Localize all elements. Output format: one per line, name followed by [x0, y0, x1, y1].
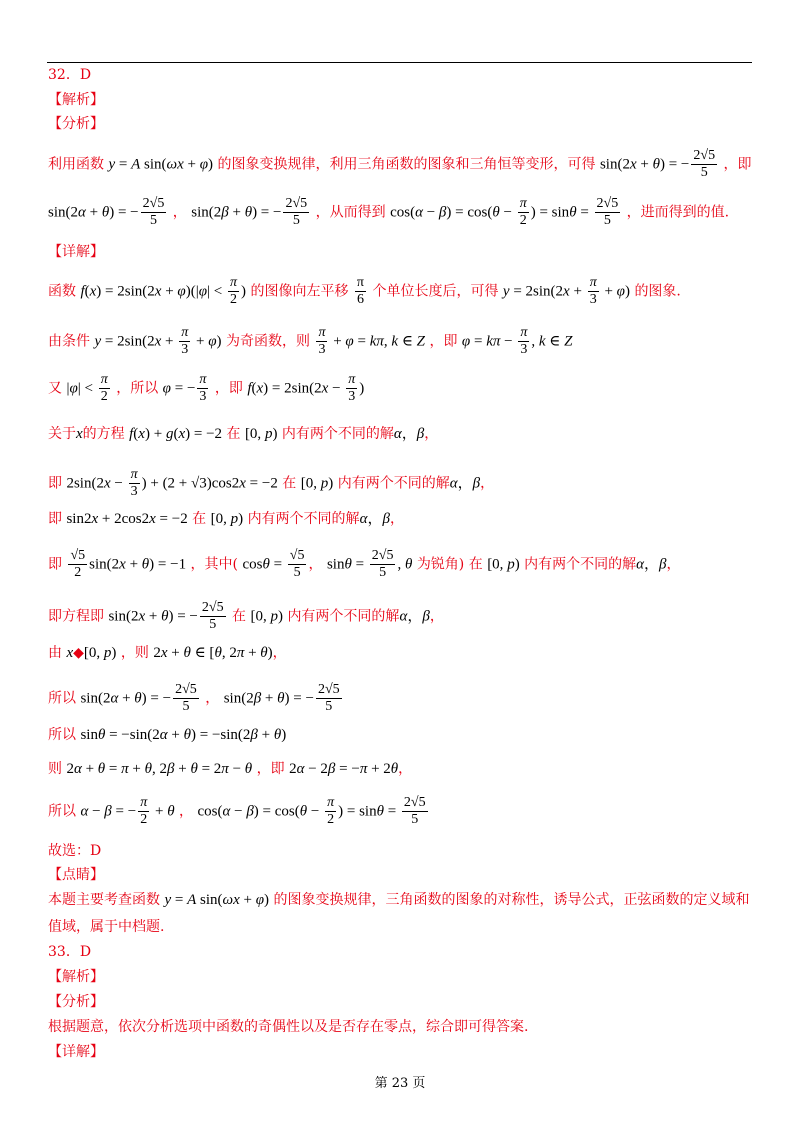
q33-label-jiexi: 【解析】 — [48, 969, 104, 985]
detail-line-4: 关于x的方程 f(x) + g(x) = −2 在 [0, p) 内有两个不同的解α，β， — [48, 426, 439, 442]
analysis-line-2: sin(2α + θ) = − $\frac{2√5}{5}$ ， sin(2β + θ) = − $\frac{2√5}{5}$ ，从而得到 cos(α − β) = cos(θ − $\frac{\pi}{2}$ ) = sinθ = $\frac{2√5}{5}$ ，进而得到的值. — [48, 196, 730, 228]
question-32-number: 32．D — [48, 67, 92, 83]
analysis-line-1: 利用函数 y = A sin(ωx + φ) 的图象变换规律，利用三角函数的图象和三角恒等变形，可得 sin(2x + θ) = − $\frac{2√5}{5}$ ，即 — [48, 148, 752, 180]
detail-line-1: 函数 f(x) = 2sin(2x + φ)(|φ| < $\frac{\pi}{2}$ ) 的图像向左平移 $\frac{\pi}{6}$ 个单位长度后，可得 y = 2sin(2x + $\frac{\pi}{3}$ + φ) 的图象. — [48, 275, 681, 307]
detail-line-13: 所以 α − β = − $\frac{\pi}{2}$ + θ ， cos(α − β) = cos(θ − $\frac{\pi}{2}$ ) = sinθ = $\frac{2√5}{5}$ — [48, 795, 426, 827]
detail-line-5: 即 2sin(2x − $\frac{\pi}{3}$ ) + (2 + √3)cos2x = −2 在 [0, p) 内有两个不同的解α，β， — [48, 467, 495, 499]
comment-line-2: 值域，属于中档题. — [48, 919, 165, 935]
detail-line-12: 则 2α + θ = π + θ, 2β + θ = 2π − θ ，即 2α − 2β = −π + 2θ， — [48, 761, 413, 777]
detail-line-6: 即 sin2x + 2cos2x = −2 在 [0, p) 内有两个不同的解α，β， — [48, 511, 404, 527]
detail-line-7: 即 $\frac{√5}{2}$ sin(2x + θ) = −1 ，其中( cosθ = $\frac{√5}{5}$ ， sinθ = $\frac{2√5}{5}$ , θ 为锐角) 在 [0, p) 内有两个不同的解α，β， — [48, 548, 681, 580]
detail-line-3: 又 |φ| < $\frac{\pi}{2}$ ，所以 φ = − $\frac{\pi}{3}$ ，即 f(x) = 2sin(2x − $\frac{\pi}{3}$ ) — [48, 372, 365, 404]
final-answer: 故选：D — [48, 843, 102, 859]
q33-label-fenxi: 【分析】 — [48, 994, 104, 1010]
detail-line-10: 所以 sin(2α + θ) = − $\frac{2√5}{5}$ ， sin(2β + θ) = − $\frac{2√5}{5}$ — [48, 682, 340, 714]
detail-line-9: 由 x◆[0, p) ，则 2x + θ ∈ [θ, 2π + θ)， — [48, 645, 287, 661]
q33-analysis-text: 根据题意，依次分析选项中函数的奇偶性以及是否存在零点，综合即可得答案. — [48, 1019, 529, 1035]
detail-line-11: 所以 sinθ = −sin(2α + θ) = −sin(2β + θ) — [48, 727, 287, 743]
detail-line-8: 即方程即 sin(2x + θ) = − $\frac{2√5}{5}$ 在 [0, p) 内有两个不同的解α，β， — [48, 600, 444, 632]
label-xiangjie: 【详解】 — [48, 244, 104, 260]
label-fenxi: 【分析】 — [48, 116, 104, 132]
detail-line-2: 由条件 y = 2sin(2x + $\frac{\pi}{3}$ + φ) 为奇函数，则 $\frac{\pi}{3}$ + φ = kπ, k ∈ Z ，即 φ = kπ − $\frac{\pi}{3}$ , k ∈ Z — [48, 325, 573, 357]
q33-label-xiangjie: 【详解】 — [48, 1044, 104, 1060]
comment-line-1: 本题主要考查函数 y = A sin(ωx + φ) 的图象变换规律，三角函数的图象的对称性，诱导公式，正弦函数的定义域和 — [48, 892, 750, 908]
top-rule — [47, 62, 752, 63]
label-jiexi: 【解析】 — [48, 92, 104, 108]
page-number: 第 23 页 — [374, 1076, 426, 1091]
label-dianjing: 【点睛】 — [48, 867, 104, 883]
question-33-number: 33．D — [48, 944, 92, 960]
